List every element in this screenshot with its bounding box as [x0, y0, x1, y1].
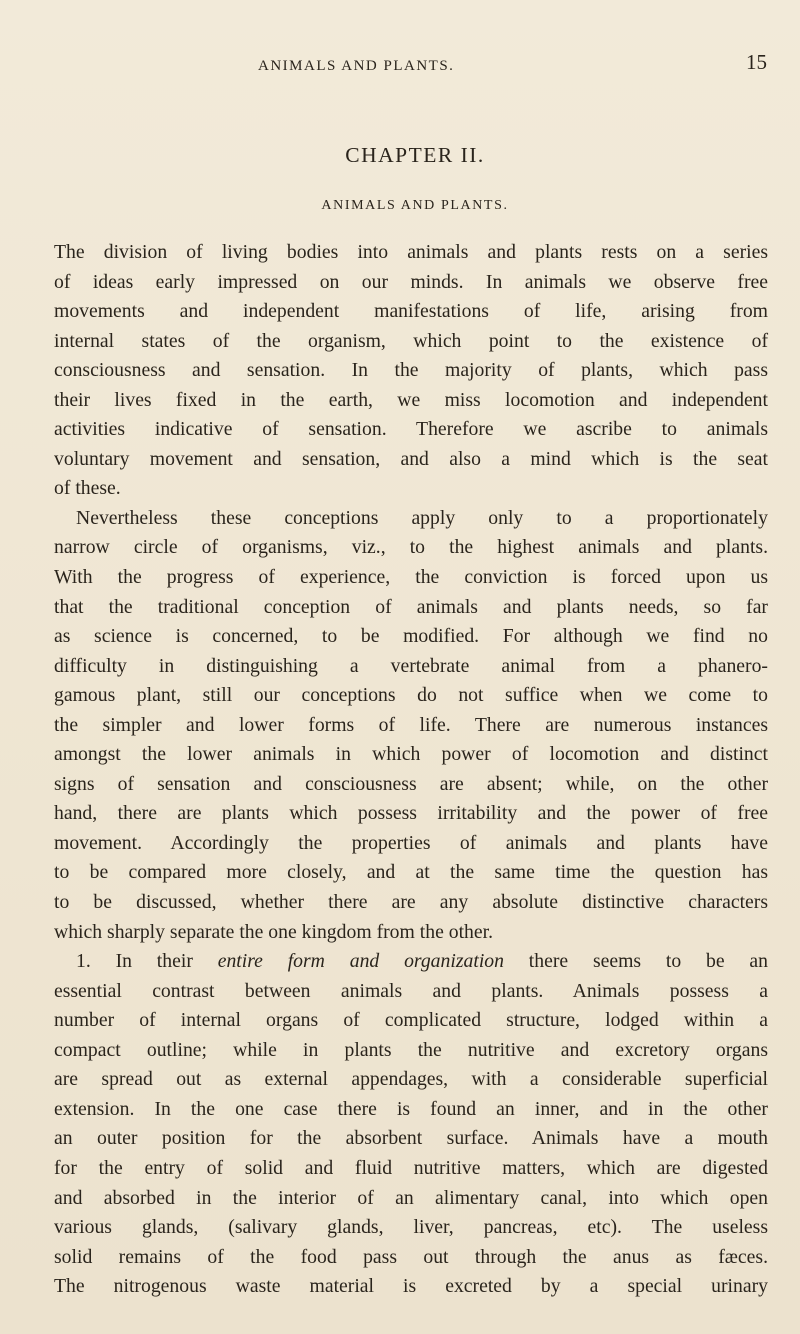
text-line-34: various glands, (salivary glands, liver, pancreas, etc). The useless — [54, 1216, 768, 1239]
text-line-16: gamous plant, still our conceptions do not suffice when we come to — [54, 684, 768, 707]
page-number: 15 — [746, 50, 767, 74]
text-line-13: that the traditional conception of animals and plants needs, so far — [54, 595, 768, 618]
text-line-35: solid remains of the food pass out through the anus as fæces. — [54, 1245, 768, 1268]
text-line-2: of ideas early impressed on our minds. In animals we observe free — [54, 270, 768, 293]
text-line-30: extension. In the one case there is found an inner, and in the other — [54, 1097, 768, 1120]
italic-emphasis: entire form and organization — [217, 950, 504, 973]
text-line-12: With the progress of experience, the conviction is forced upon us — [54, 566, 768, 589]
running-head: ANIMALS AND PLANTS. — [258, 58, 455, 74]
text-line-25-post: there seems to be an — [503, 950, 769, 973]
text-line-10: Nevertheless these conceptions apply only to a proportionately — [76, 506, 768, 529]
text-line-6: their lives fixed in the earth, we miss locomotion and independent — [54, 388, 768, 411]
text-line-18: amongst the lower animals in which power of locomotion and distinct — [54, 743, 768, 766]
chapter-title: CHAPTER II. — [345, 143, 485, 167]
text-line-33: and absorbed in the interior of an alimentary canal, into which open — [54, 1186, 768, 1209]
text-line-23: to be discussed, whether there are any absolute distinctive characters — [54, 891, 768, 914]
text-line-3: movements and independent manifestations of life, arising from — [54, 300, 768, 323]
text-line-15: difficulty in distinguishing a vertebrate animal from a phanero- — [54, 654, 768, 677]
text-line-1: The division of living bodies into animals and plants rests on a series — [54, 241, 768, 263]
text-line-24: which sharply separate the one kingdom from the other. — [54, 920, 494, 943]
text-line-31: an outer position for the absorbent surface. Animals have a mouth — [54, 1127, 768, 1150]
text-line-9: of these. — [54, 477, 121, 500]
body-text — [54, 238, 768, 1302]
text-line-36: The nitrogenous waste material is excreted by a special urinary — [54, 1275, 768, 1298]
text-line-22: to be compared more closely, and at the same time the question has — [54, 861, 768, 884]
text-line-25-pre: 1. In their — [76, 950, 218, 973]
text-line-32: for the entry of solid and fluid nutritive matters, which are digested — [54, 1156, 768, 1179]
text-line-14: as science is concerned, to be modified. For although we find no — [54, 625, 768, 648]
text-line-27: number of internal organs of complicated structure, lodged within a — [54, 1009, 768, 1032]
text-line-17: the simpler and lower forms of life. There are numerous instances — [54, 713, 768, 736]
text-line-21: movement. Accordingly the properties of animals and plants have — [54, 831, 768, 854]
text-line-8: voluntary movement and sensation, and also a mind which is the seat — [54, 447, 768, 470]
text-line-7: activities indicative of sensation. Therefore we ascribe to animals — [54, 418, 768, 441]
section-title: ANIMALS AND PLANTS. — [321, 198, 509, 213]
text-line-11: narrow circle of organisms, viz., to the highest animals and plants. — [54, 536, 768, 559]
text-line-20: hand, there are plants which possess irritability and the power of free — [54, 802, 768, 825]
text-line-29: are spread out as external appendages, with a considerable superficial — [54, 1068, 768, 1091]
text-line-5: consciousness and sensation. In the majority of plants, which pass — [54, 359, 768, 382]
text-line-25 — [54, 947, 768, 977]
text-line-4: internal states of the organism, which point to the existence of — [54, 329, 768, 352]
text-line-19: signs of sensation and consciousness are absent; while, on the other — [54, 772, 768, 795]
text-line-26: essential contrast between animals and plants. Animals possess a — [54, 979, 768, 1002]
text-line-28: compact outline; while in plants the nutritive and excretory organs — [54, 1038, 768, 1061]
